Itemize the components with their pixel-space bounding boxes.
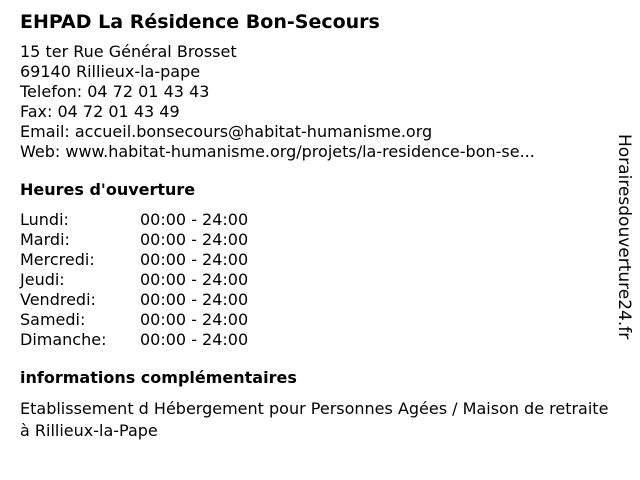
phone-line: Telefon: 04 72 01 43 43 — [20, 82, 210, 101]
hours-day: Lundi: — [20, 210, 69, 229]
hours-time: 00:00 - 24:00 — [140, 270, 249, 289]
hours-time: 00:00 - 24:00 — [140, 290, 249, 309]
page-title: EHPAD La Résidence Bon-Secours — [20, 11, 380, 33]
web-line: Web: www.habitat-humanisme.org/projets/la-residence-bon-se... — [20, 142, 535, 161]
hours-row — [20, 210, 620, 230]
hours-time: 00:00 - 24:00 — [140, 250, 249, 269]
hours-time: 00:00 - 24:00 — [140, 230, 249, 249]
address-block — [20, 42, 620, 162]
hours-row — [20, 270, 620, 290]
info-text: Etablissement d Hébergement pour Personnes Agées / Maison de retraite à Rillieux-la-Pape — [20, 399, 609, 440]
hours-heading: Heures d'ouverture — [20, 180, 196, 199]
hours-time: 00:00 - 24:00 — [140, 310, 249, 329]
hours-day: Dimanche: — [20, 330, 107, 349]
info-heading: informations complémentaires — [20, 368, 297, 387]
fax-line: Fax: 04 72 01 43 49 — [20, 102, 180, 121]
site-watermark-label: Horairesdouverture24.fr — [614, 134, 634, 340]
hours-row — [20, 250, 620, 270]
street-address: 15 ter Rue Général Brosset — [20, 42, 237, 61]
hours-day: Mercredi: — [20, 250, 95, 269]
hours-time: 00:00 - 24:00 — [140, 210, 249, 229]
hours-day: Vendredi: — [20, 290, 96, 309]
hours-day: Samedi: — [20, 310, 86, 329]
hours-row — [20, 230, 620, 250]
email-line: Email: accueil.bonsecours@habitat-humanisme.org — [20, 122, 433, 141]
listing-card — [20, 10, 620, 442]
hours-day: Mardi: — [20, 230, 70, 249]
hours-table — [20, 210, 620, 350]
hours-day: Jeudi: — [20, 270, 65, 289]
hours-row — [20, 310, 620, 330]
hours-row — [20, 290, 620, 310]
hours-row — [20, 330, 620, 350]
hours-time: 00:00 - 24:00 — [140, 330, 249, 349]
city-line: 69140 Rillieux-la-pape — [20, 62, 201, 81]
